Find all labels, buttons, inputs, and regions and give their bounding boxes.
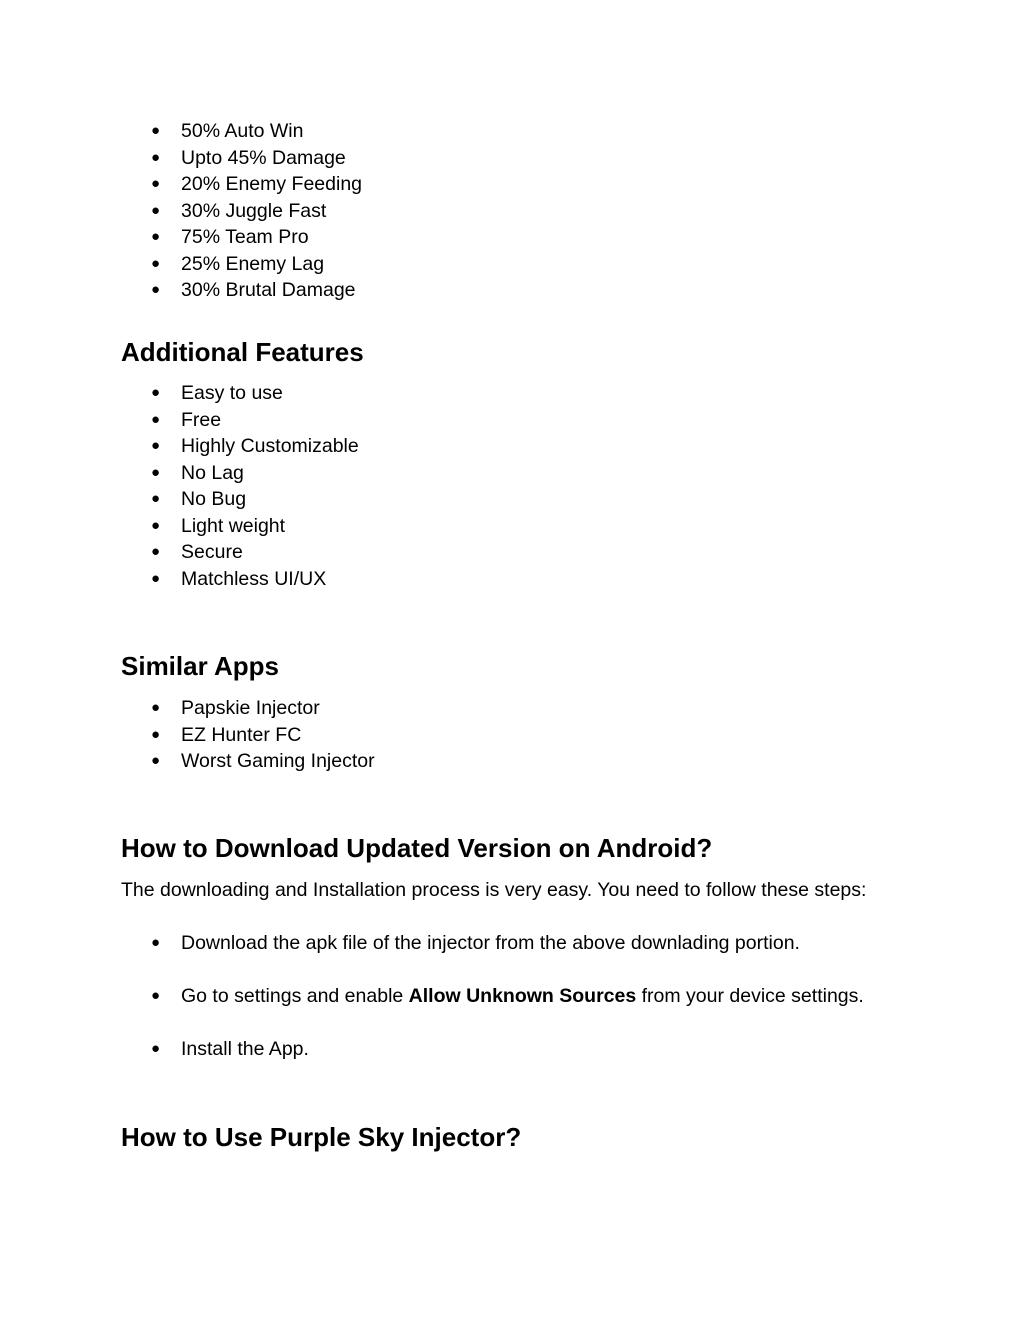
bullet-icon: ● — [151, 228, 161, 245]
usage-heading: How to Use Purple Sky Injector? — [121, 1122, 522, 1152]
download-step-3: ● Install the App. — [151, 1038, 309, 1060]
bullet-icon: ● — [151, 934, 161, 951]
bullet-icon: ● — [151, 543, 161, 560]
bullet-icon: ● — [151, 201, 161, 219]
bullet-icon: ● — [151, 490, 161, 507]
download-step-2 — [0, 983, 1024, 1009]
bullet-icon: ● — [151, 281, 161, 298]
allow-unknown-sources-label: Allow Unknown Sources — [408, 985, 637, 1007]
bullet-icon: ● — [151, 516, 161, 534]
bullet-icon: ● — [151, 752, 161, 769]
bullet-icon: ● — [151, 122, 161, 139]
bullet-icon: ● — [151, 987, 161, 1004]
bullet-icon: ● — [151, 699, 161, 716]
bullet-icon: ● — [151, 254, 161, 272]
document-page: ● 50% Auto Win ● Upto 45% Damage ● 20% Enemy Feeding ● 30% Juggle Fast ● 75% Team Pro ● 25% Enemy Lag ● 30% Brutal Damage Additional Features ● Easy to use ● Free ● Highly Customizable ● No Lag ● No Bug ● Light weight ● Secure ● Matchless UI/UX Similar Apps ● Papskie Injector ● EZ Hunter FC ● Worst Gaming Injector How to Download Updated Version on Android? The downloading and Installation process is very easy. You need to follow these steps: ● Download the apk file of the injector from the above downlading portion. ● Go to settings and enable Allow Unknown Sources from your device settings. ● Install the App. How to Use Purple Sky Injector? — [0, 0, 1024, 1325]
bullet-icon: ● — [151, 175, 161, 192]
download-step-1: ● Download the apk file of the injector from the above downlading portion. — [151, 932, 800, 954]
download-step-2-text: Go to settings and enable Allow Unknown Sources from your device settings. — [181, 985, 864, 1007]
additional-features-heading: Additional Features — [121, 337, 364, 367]
bullet-icon: ● — [151, 569, 161, 587]
bullet-icon: ● — [151, 384, 161, 401]
download-intro: The downloading and Installation process is very easy. You need to follow these steps: — [121, 879, 867, 901]
similar-apps-heading: Similar Apps — [121, 651, 279, 681]
bullet-icon: ● — [151, 725, 161, 743]
download-heading: How to Download Updated Version on Android? — [121, 833, 713, 863]
bullet-icon: ● — [151, 463, 161, 481]
bullet-icon: ● — [151, 1040, 161, 1057]
bullet-icon: ● — [151, 410, 161, 428]
bullet-icon: ● — [151, 148, 161, 166]
bullet-icon: ● — [151, 437, 161, 454]
